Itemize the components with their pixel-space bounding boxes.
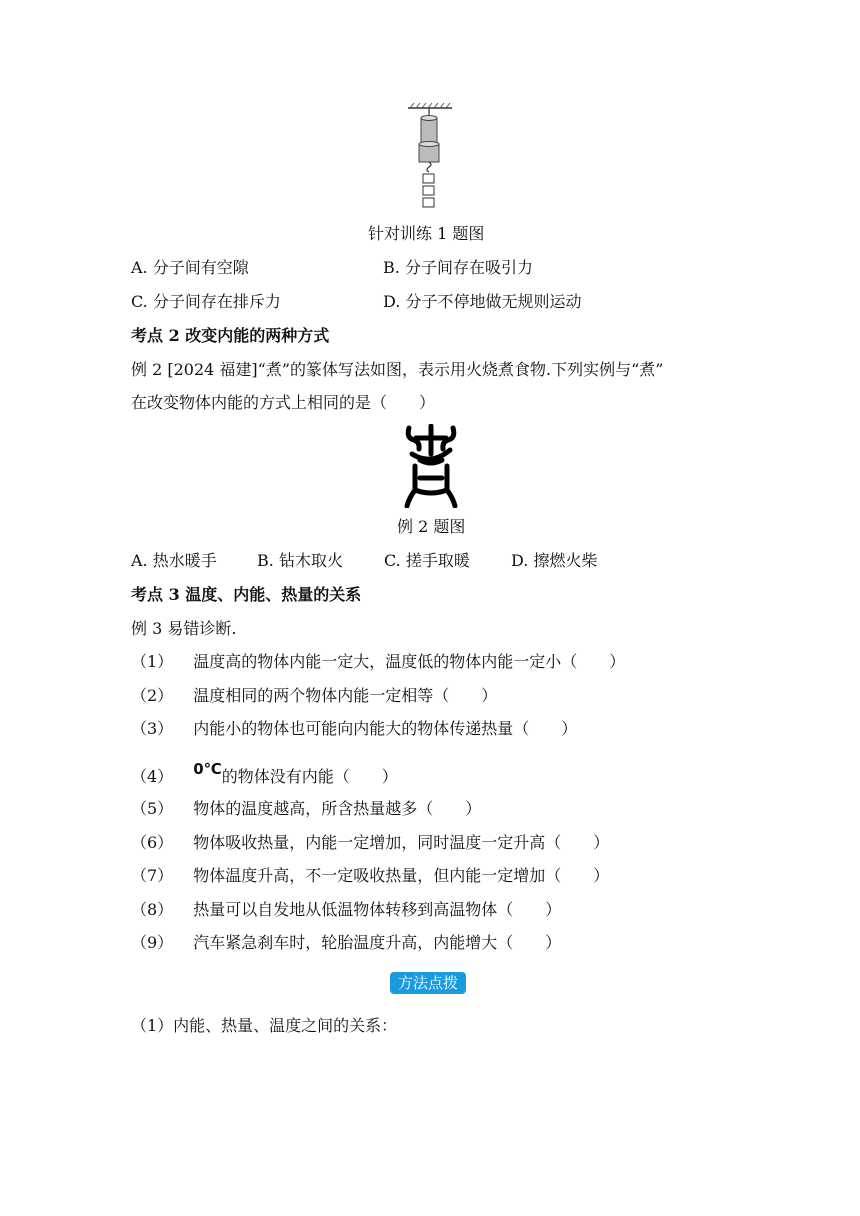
example-2-option-c: C. 搓手取暖: [384, 551, 470, 570]
method-tips-badge: 方法点拨: [390, 972, 466, 994]
example-2-option-b: B. 钻木取火: [257, 551, 343, 570]
option-a: A. 分子间有空隙: [131, 258, 249, 277]
example-2-option-a: A. 热水暖手: [131, 551, 217, 570]
diagnosis-item-6: （6） 物体吸收热量，内能一定增加，同时温度一定升高（ ）: [131, 833, 610, 852]
seal-script-zhu-glyph: [402, 424, 460, 508]
diagnosis-item-5: （5） 物体的温度越高，所含热量越多（ ）: [131, 799, 482, 818]
diagnosis-item-1: （1） 温度高的物体内能一定大，温度低的物体内能一定小（ ）: [131, 652, 626, 671]
option-c: C. 分子间存在排斥力: [131, 292, 281, 311]
method-line-1: （1）内能、热量、温度之间的关系：: [131, 1016, 398, 1035]
example-3-intro: 例 3 易错诊断.: [131, 619, 237, 638]
diagnosis-item-4: （4） 0℃的物体没有内能（ ）: [131, 760, 398, 786]
diagnosis-item-7: （7） 物体温度升高，不一定吸收热量，但内能一定增加（ ）: [131, 866, 610, 885]
diagnosis-item-9: （9） 汽车紧急刹车时，轮胎温度升高，内能增大（ ）: [131, 933, 562, 952]
figure-caption-1: 针对训练 1 题图: [368, 224, 485, 243]
option-d: D. 分子不停地做无规则运动: [383, 292, 582, 311]
topic-3-heading: 考点 3 温度、内能、热量的关系: [131, 585, 362, 604]
example-2-line-1: 例 2 [2024 福建]“煮”的篆体写法如图，表示用火烧煮食物.下列实例与“煮”: [131, 360, 664, 379]
example-2-line-2: 在改变物体内能的方式上相同的是（ ）: [131, 393, 436, 412]
topic-2-heading: 考点 2 改变内能的两种方式: [131, 326, 330, 345]
diagnosis-item-8: （8） 热量可以自发地从低温物体转移到高温物体（ ）: [131, 900, 562, 919]
example-2-option-d: D. 擦燃火柴: [511, 551, 598, 570]
figure-caption-2: 例 2 题图: [397, 517, 466, 536]
diagnosis-item-2: （2） 温度相同的两个物体内能一定相等（ ）: [131, 686, 498, 705]
hanging-cylinders-figure: [400, 100, 460, 216]
option-b: B. 分子间存在吸引力: [383, 258, 533, 277]
diagnosis-item-3: （3） 内能小的物体也可能向内能大的物体传递热量（ ）: [131, 719, 578, 738]
